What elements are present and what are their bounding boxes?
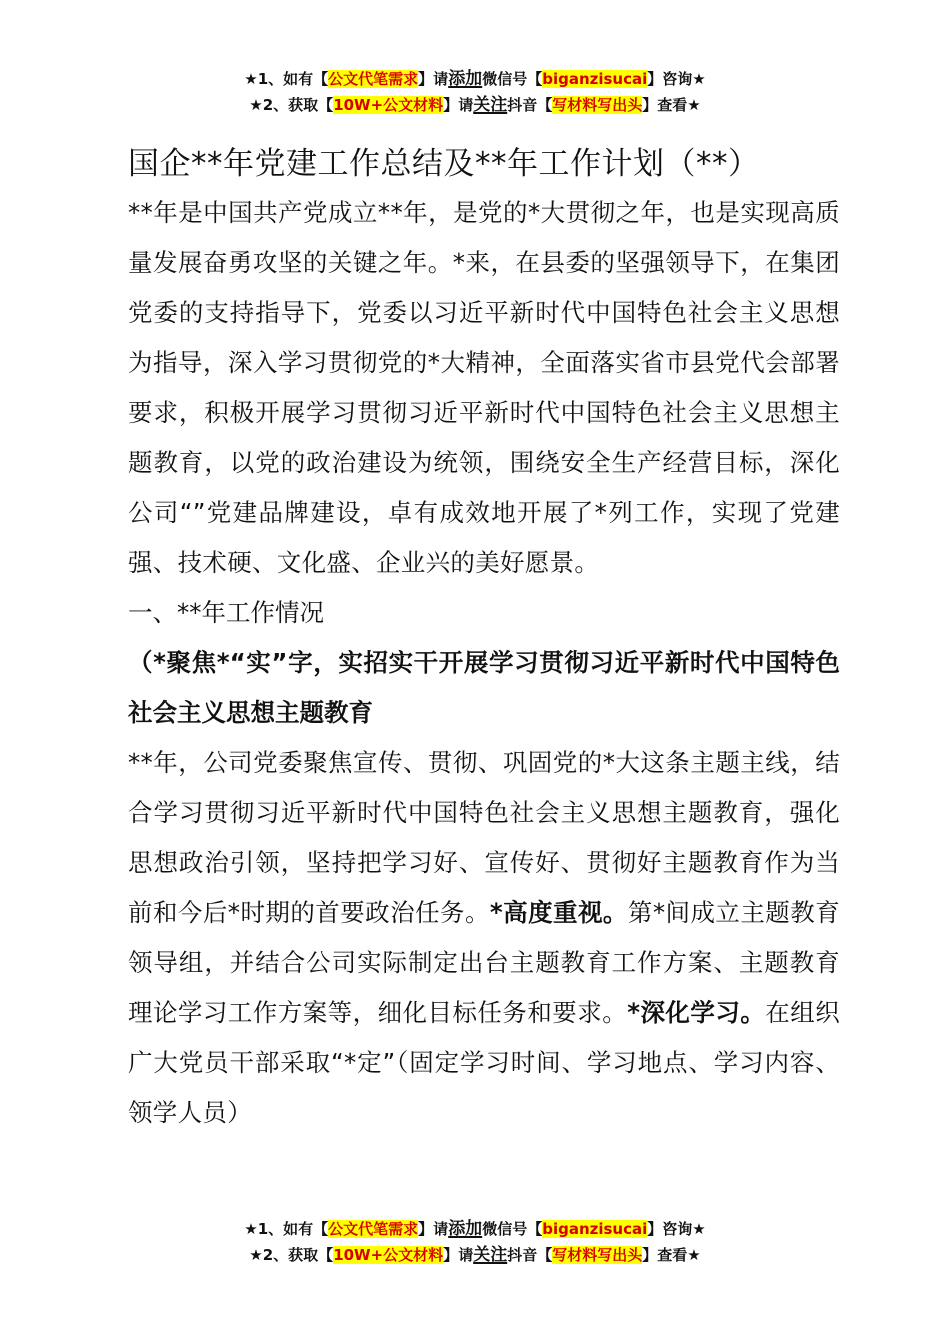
promo-text: ★2、获取【	[249, 1246, 334, 1264]
promo-text: 抖音【	[507, 96, 553, 114]
promo-text: 】查看★	[642, 1246, 701, 1264]
promo-line-1	[0, 1216, 950, 1242]
promo-text: 】请	[443, 96, 474, 114]
promo-text: 】咨询★	[647, 1220, 706, 1238]
promo-highlight: 公文代笔需求	[328, 70, 419, 88]
intro-paragraph: **年是中国共产党成立**年，是党的*大贯彻之年，也是实现高质量发展奋勇攻坚的关键之年。*来，在县委的坚强领导下，在集团党委的支持指导下，党委以习近平新时代中国特色社会主义思想为指导，深入学习贯彻党的*大精神，全面落实省市县党代会部署要求，积极开展学习贯彻习近平新时代中国特色社会主义思想主题教育，以党的政治建设为统领，围绕安全生产经营目标，深化公司“”党建品牌建设，卓有成效地开展了*列工作，实现了党建强、技术硬、文化盛、企业兴的美好愿景。	[128, 198, 840, 577]
promo-text: 】请	[418, 1220, 449, 1238]
promo-highlight: 10W+公文材料	[333, 1246, 444, 1264]
section-heading: 一、**年工作情况	[128, 598, 324, 627]
bold-lead: *高度重视。	[489, 898, 628, 927]
bold-lead: *深化学习。	[627, 998, 766, 1027]
promo-text: 】请	[443, 1246, 474, 1264]
promo-douyin-id: 写材料写出头	[552, 96, 643, 114]
promo-text: 微信号【	[482, 1220, 543, 1238]
promo-banner-top	[0, 66, 950, 118]
subsection-heading: （*聚焦*“实”字，实招实干开展学习贯彻习近平新时代中国特色社会主义思想主题教育	[128, 648, 840, 727]
promo-text: ★1、如有【	[244, 70, 329, 88]
promo-highlight: 公文代笔需求	[328, 1220, 419, 1238]
promo-emphasis: 关注	[473, 95, 508, 115]
promo-text: 】请	[418, 70, 449, 88]
promo-emphasis: 添加	[448, 69, 483, 89]
document-title: 国企**年党建工作总结及**年工作计划（**）	[128, 146, 760, 182]
promo-text: 】查看★	[642, 96, 701, 114]
promo-text: ★2、获取【	[249, 96, 334, 114]
promo-wechat-id: biganzisucai	[542, 1220, 648, 1238]
promo-wechat-id: biganzisucai	[542, 70, 648, 88]
promo-douyin-id: 写材料写出头	[552, 1246, 643, 1264]
promo-highlight: 10W+公文材料	[333, 96, 444, 114]
promo-text: ★1、如有【	[244, 1220, 329, 1238]
promo-line-2	[0, 92, 950, 118]
promo-emphasis: 关注	[473, 1245, 508, 1265]
document-body	[128, 140, 840, 1138]
promo-text: 抖音【	[507, 1246, 553, 1264]
paragraph-text: **年，公司党委聚焦宣传、贯彻、巩固党的*大这条主题主线，结合学习贯彻习近平新时代中国特色社会主义思想主题教育，强化思想政治引领，坚持把学习好、宣传好、贯彻好主题教育作为当前和今后*时期的首要政治任务。	[128, 748, 840, 927]
promo-text: 微信号【	[482, 70, 543, 88]
promo-line-2	[0, 1242, 950, 1268]
body-paragraph	[128, 738, 840, 1138]
paragraph-text: 第*间成立主题教育领导组，并结合公司实际制定出台主题教育工作方案、主题教育理论学习工作方案等，细化目标任务和要求。	[128, 898, 840, 1027]
promo-line-1	[0, 66, 950, 92]
paragraph-text: 在组织广大党员干部采取“*定”（固定学习时间、学习地点、学习内容、领学人员）	[128, 998, 841, 1127]
promo-emphasis: 添加	[448, 1219, 483, 1239]
promo-text: 】咨询★	[647, 70, 706, 88]
promo-banner-bottom	[0, 1216, 950, 1268]
